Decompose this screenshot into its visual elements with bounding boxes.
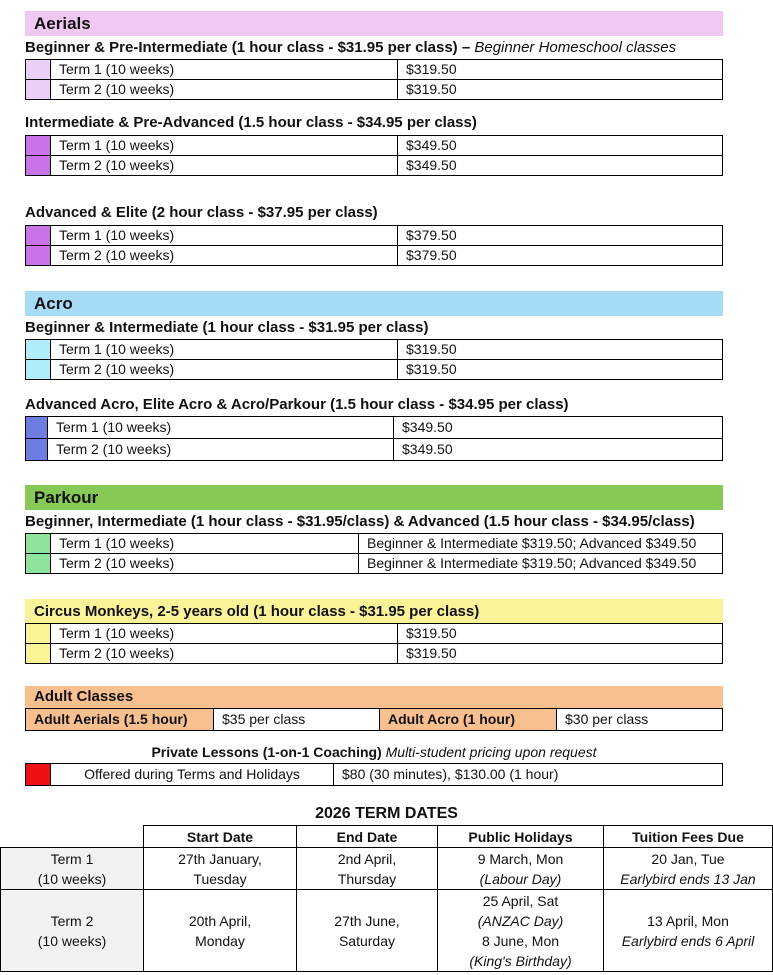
price-cell: $319.50 <box>398 340 723 360</box>
price-cell: $319.50 <box>398 644 723 664</box>
corner-cell <box>1 826 144 848</box>
table-row <box>26 554 723 574</box>
acro-title: Acro <box>34 294 73 313</box>
table-row <box>1 848 773 890</box>
table-row <box>26 439 723 461</box>
level-color-swatch <box>26 439 48 461</box>
term-cell: Term 2 (10 weeks) <box>51 246 398 266</box>
table-row <box>26 764 723 786</box>
aerials-banner <box>25 11 723 36</box>
end-date-cell: 2nd April, Thursday <box>297 848 438 890</box>
parkour-price-table <box>25 533 723 574</box>
term-label-cell: Term 2 (10 weeks) <box>1 890 144 972</box>
table-header-row <box>1 826 773 848</box>
level-color-swatch <box>26 534 51 554</box>
term-cell: Term 1 (10 weeks) <box>51 534 359 554</box>
level-color-swatch <box>26 80 51 100</box>
adult-title: Adult Classes <box>34 688 134 705</box>
table-row <box>26 60 723 80</box>
private-heading <box>25 743 723 761</box>
level-color-swatch <box>26 554 51 574</box>
price-cell: $349.50 <box>394 439 723 461</box>
aerials-advanced-price-table <box>25 225 723 266</box>
level-color-swatch <box>26 226 51 246</box>
column-header: End Date <box>297 826 438 848</box>
price-cell: $379.50 <box>398 246 723 266</box>
table-row <box>26 417 723 439</box>
level-color-swatch <box>26 156 51 176</box>
term-cell: Term 1 (10 weeks) <box>51 60 398 80</box>
public-holidays-cell: 25 April, Sat (ANZAC Day) 8 June, Mon (King's Birthday) <box>438 890 604 972</box>
adult-banner <box>25 686 723 708</box>
term-cell: Term 2 (10 weeks) <box>51 80 398 100</box>
term-label-cell: Term 1 (10 weeks) <box>1 848 144 890</box>
price-cell: $349.50 <box>394 417 723 439</box>
acro-beginner-price-table <box>25 339 723 380</box>
acro-banner <box>25 291 723 316</box>
adult-aerials-price: $35 per class <box>214 709 380 731</box>
column-header: Tuition Fees Due <box>604 826 773 848</box>
adult-acro-price: $30 per class <box>557 709 723 731</box>
term-cell: Term 2 (10 weeks) <box>51 554 359 574</box>
parkour-heading: Beginner, Intermediate (1 hour class - $31.95/class) & Advanced (1.5 hour class - $34.95/class) <box>25 513 695 530</box>
aerials-beginner-price-table <box>25 59 723 100</box>
public-holidays-cell: 9 March, Mon (Labour Day) <box>438 848 604 890</box>
start-date-cell: 20th April, Monday <box>144 890 297 972</box>
start-date-cell: 27th January, Tuesday <box>144 848 297 890</box>
monkeys-banner <box>25 599 723 624</box>
table-row <box>26 80 723 100</box>
price-cell: $349.50 <box>398 136 723 156</box>
price-cell: Beginner & Intermediate $319.50; Advanced $349.50 <box>359 534 723 554</box>
table-row <box>26 624 723 644</box>
level-color-swatch <box>26 624 51 644</box>
column-header: Public Holidays <box>438 826 604 848</box>
level-color-swatch <box>26 60 51 80</box>
level-color-swatch <box>26 136 51 156</box>
level-color-swatch <box>26 644 51 664</box>
term-cell: Term 1 (10 weeks) <box>51 226 398 246</box>
private-price: $80 (30 minutes), $130.00 (1 hour) <box>334 764 723 786</box>
adult-acro-label: Adult Acro (1 hour) <box>380 709 557 731</box>
private-title: Private Lessons (1-on-1 Coaching) <box>151 744 382 760</box>
aerials-intermediate-price-table <box>25 135 723 176</box>
aerials-beginner-heading: Beginner & Pre-Intermediate (1 hour class - $31.95 per class) – Beginner Homeschool classes <box>25 39 677 56</box>
adult-price-table <box>25 708 723 731</box>
price-cell: $319.50 <box>398 624 723 644</box>
table-row <box>26 136 723 156</box>
parkour-banner <box>25 485 723 510</box>
term-cell: Term 1 (10 weeks) <box>51 136 398 156</box>
column-header: Start Date <box>144 826 297 848</box>
level-color-swatch <box>26 764 51 786</box>
price-cell: $319.50 <box>398 60 723 80</box>
table-row <box>26 156 723 176</box>
table-row <box>26 709 723 731</box>
price-cell: $379.50 <box>398 226 723 246</box>
monkeys-price-table <box>25 623 723 664</box>
table-row <box>26 534 723 554</box>
table-row <box>26 360 723 380</box>
private-note: Multi-student pricing upon request <box>385 744 597 760</box>
term-cell: Term 1 (10 weeks) <box>51 624 398 644</box>
tuition-fees-cell: 20 Jan, Tue Earlybird ends 13 Jan <box>604 848 773 890</box>
level-color-swatch <box>26 246 51 266</box>
term-cell: Term 2 (10 weeks) <box>48 439 394 461</box>
term-dates-table <box>0 825 773 972</box>
aerials-advanced-heading: Advanced & Elite (2 hour class - $37.95 per class) <box>25 204 378 221</box>
acro-advanced-heading: Advanced Acro, Elite Acro & Acro/Parkour (1.5 hour class - $34.95 per class) <box>25 396 569 413</box>
private-price-table <box>25 763 723 786</box>
table-row <box>26 246 723 266</box>
table-row <box>26 226 723 246</box>
term-dates-title: 2026 TERM DATES <box>315 805 458 822</box>
table-row <box>26 340 723 360</box>
acro-beginner-heading: Beginner & Intermediate (1 hour class - $31.95 per class) <box>25 319 429 336</box>
monkeys-title: Circus Monkeys, 2-5 years old (1 hour class - $31.95 per class) <box>34 603 480 620</box>
aerials-beginner-note: Beginner Homeschool classes <box>474 39 677 56</box>
acro-advanced-price-table <box>25 416 723 461</box>
price-cell: $319.50 <box>398 80 723 100</box>
term-cell: Term 1 (10 weeks) <box>48 417 394 439</box>
end-date-cell: 27th June, Saturday <box>297 890 438 972</box>
parkour-title: Parkour <box>34 488 99 507</box>
private-offered: Offered during Terms and Holidays <box>51 764 334 786</box>
tuition-fees-cell: 13 April, Mon Earlybird ends 6 April <box>604 890 773 972</box>
aerials-intermediate-heading: Intermediate & Pre-Advanced (1.5 hour class - $34.95 per class) <box>25 114 477 131</box>
level-color-swatch <box>26 360 51 380</box>
term-cell: Term 1 (10 weeks) <box>51 340 398 360</box>
price-cell: $349.50 <box>398 156 723 176</box>
price-cell: $319.50 <box>398 360 723 380</box>
adult-aerials-label: Adult Aerials (1.5 hour) <box>26 709 214 731</box>
term-cell: Term 2 (10 weeks) <box>51 156 398 176</box>
level-color-swatch <box>26 340 51 360</box>
table-row <box>1 890 773 972</box>
table-row <box>26 644 723 664</box>
level-color-swatch <box>26 417 48 439</box>
term-cell: Term 2 (10 weeks) <box>51 360 398 380</box>
aerials-title: Aerials <box>34 14 91 33</box>
price-cell: Beginner & Intermediate $319.50; Advanced $349.50 <box>359 554 723 574</box>
term-cell: Term 2 (10 weeks) <box>51 644 398 664</box>
